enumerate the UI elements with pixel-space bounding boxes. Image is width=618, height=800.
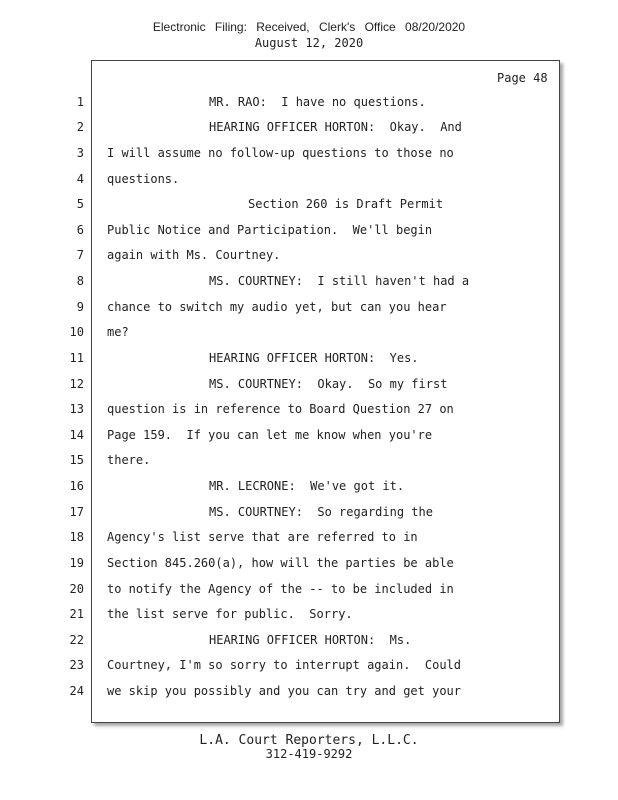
transcript-date: August 12, 2020 <box>254 36 364 50</box>
line-number: 14 <box>69 428 84 442</box>
line-number: 21 <box>69 607 84 621</box>
transcript-line: Section 260 is Draft Permit <box>248 197 444 211</box>
transcript-line: HEARING OFFICER HORTON: Yes. <box>209 351 419 365</box>
transcript-line: chance to switch my audio yet, but can you hear <box>107 300 447 314</box>
transcript-line: me? <box>107 325 129 339</box>
line-number: 18 <box>69 530 84 544</box>
line-number: 3 <box>76 146 84 160</box>
line-number: 19 <box>69 556 84 570</box>
transcript-line: again with Ms. Courtney. <box>107 248 281 262</box>
transcript-line: the list serve for public. Sorry. <box>107 607 353 621</box>
transcript-line: there. <box>107 453 151 467</box>
line-number: 20 <box>69 582 84 596</box>
transcript-line: Section 845.260(a), how will the parties be able <box>107 556 454 570</box>
transcript-line: questions. <box>107 172 180 186</box>
line-number: 2 <box>76 120 84 134</box>
page-number: Page 48 <box>497 71 548 85</box>
line-number: 12 <box>69 377 84 391</box>
transcript-line: MR. LECRONE: We've got it. <box>209 479 405 493</box>
transcript-line: question is in reference to Board Question 27 on <box>107 402 454 416</box>
transcript-line: Page 159. If you can let me know when you're <box>107 428 433 442</box>
reporter-phone: 312-419-9292 <box>265 747 353 761</box>
transcript-line: MR. RAO: I have no questions. <box>209 95 426 109</box>
transcript-line: MS. COURTNEY: So regarding the <box>209 505 433 519</box>
line-number: 22 <box>69 633 84 647</box>
transcript-line: I will assume no follow-up questions to those no <box>107 146 454 160</box>
line-number: 7 <box>76 248 84 262</box>
line-number: 13 <box>69 402 84 416</box>
transcript-line: MS. COURTNEY: Okay. So my first <box>209 377 448 391</box>
transcript-line: Courtney, I'm so sorry to interrupt again. Could <box>107 658 462 672</box>
reporter-company: L.A. Court Reporters, L.L.C. <box>199 733 419 748</box>
line-number: 23 <box>69 658 84 672</box>
line-number: 17 <box>69 505 84 519</box>
line-number: 15 <box>69 453 84 467</box>
line-number: 24 <box>69 684 84 698</box>
line-number: 6 <box>76 223 84 237</box>
transcript-line: HEARING OFFICER HORTON: Ms. <box>209 633 412 647</box>
line-number: 8 <box>76 274 84 288</box>
line-number: 10 <box>69 325 84 339</box>
line-number: 5 <box>76 197 84 211</box>
line-number: 4 <box>76 172 84 186</box>
line-number: 1 <box>76 95 84 109</box>
transcript-line: MS. COURTNEY: I still haven't had a <box>209 274 470 288</box>
line-number: 16 <box>69 479 84 493</box>
transcript-line: to notify the Agency of the -- to be included in <box>107 582 454 596</box>
line-number: 9 <box>76 300 84 314</box>
line-number: 11 <box>69 351 84 365</box>
transcript-line: Public Notice and Participation. We'll begin <box>107 223 433 237</box>
filing-stamp: Electronic Filing: Received, Clerk's Office 08/20/2020 <box>152 20 466 34</box>
transcript-line: HEARING OFFICER HORTON: Okay. And <box>209 120 462 134</box>
transcript-line: Agency's list serve that are referred to in <box>107 530 418 544</box>
transcript-line: we skip you possibly and you can try and get your <box>107 684 462 698</box>
